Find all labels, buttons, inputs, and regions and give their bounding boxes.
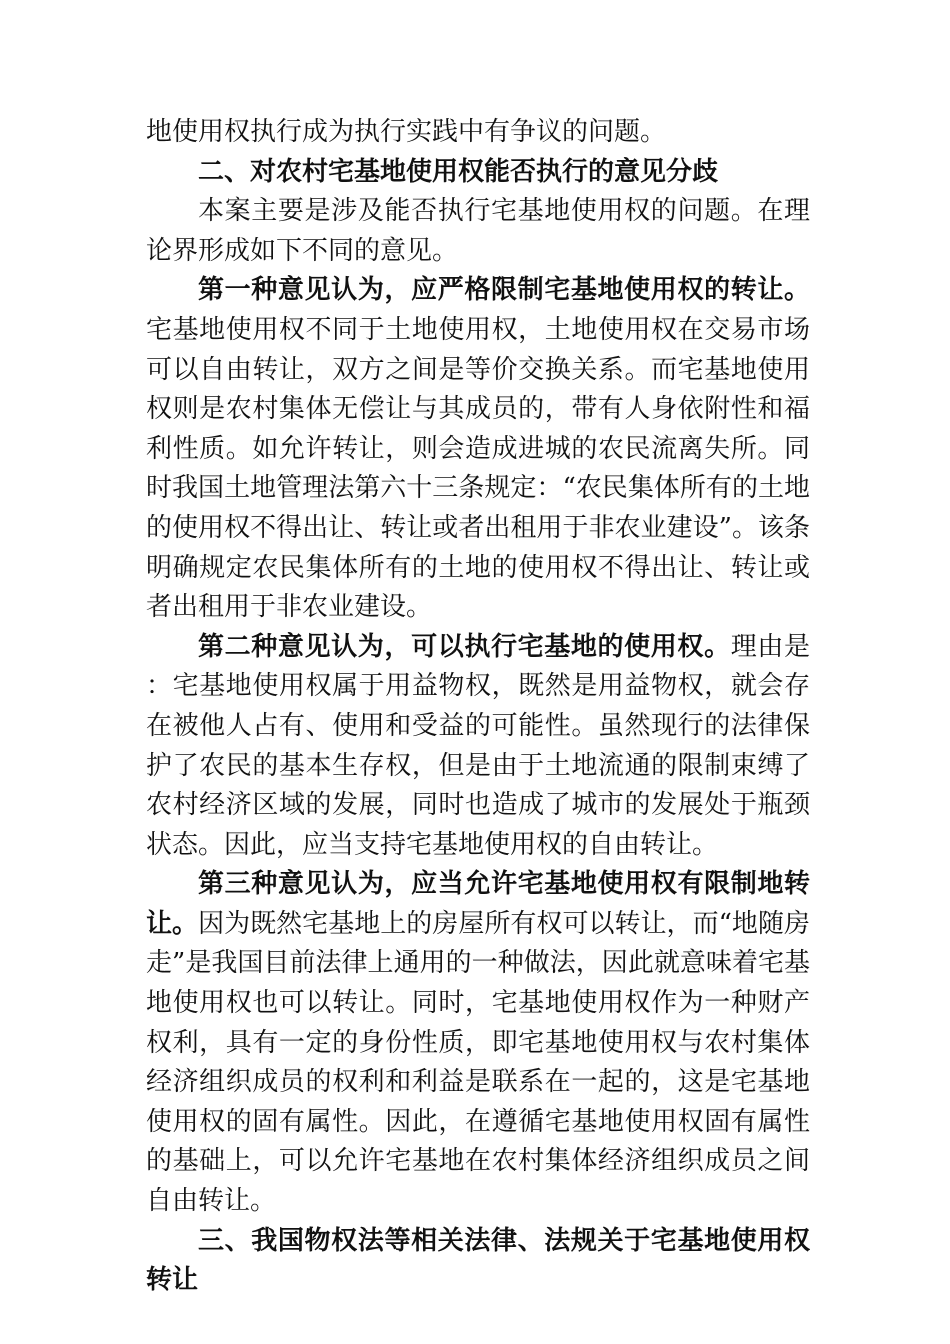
opinion-2-body: 理由是：宅基地使用权属于用益物权，既然是用益物权，就会存在被他人占有、使用和受益的可能性。虽然现行的法律保护了农民的基本生存权，但是由于土地流通的限制束缚了农村经济区域的发展，同时也造成了城市的发展处于瓶颈状态。因此，应当支持宅基地使用权的自由转让。 — [146, 631, 810, 860]
continuation-paragraph: 地使用权执行成为执行实践中有争议的问题。 — [146, 117, 667, 147]
opinion-1-paragraph — [146, 271, 810, 627]
opinion-1-lead: 第一种意见认为，应严格限制宅基地使用权的转让。 — [198, 275, 810, 306]
opinion-2-paragraph — [146, 628, 810, 866]
intro-paragraph: 本案主要是涉及能否执行宅基地使用权的问题。在理论界形成如下不同的意见。 — [146, 196, 810, 266]
opinion-3-lead: 第三种意见认为，应当允许宅基地使用权有限制地转让。 — [146, 869, 810, 939]
opinion-3-paragraph — [146, 865, 810, 1221]
opinion-3-body: 因为既然宅基地上的房屋所有权可以转让，而“地随房走”是我国目前法律上通用的一种做法，因此就意味着宅基地使用权也可以转让。同时，宅基地使用权作为一种财产权利，具有一定的身份性质，即宅基地使用权与农村集体经济组织成员的权利和利益是联系在一起的，这是宅基地使用权的固有属性。因此，在遵循宅基地使用权固有属性的基础上，可以允许宅基地在农村集体经济组织成员之间自由转让。 — [146, 908, 810, 1217]
section-heading-2: 二、对农村宅基地使用权能否执行的意见分歧 — [198, 156, 719, 187]
section-heading-3: 三、我国物权法等相关法律、法规关于宅基地使用权转让 — [146, 1225, 810, 1296]
opinion-1-body: 宅基地使用权不同于土地使用权，土地使用权在交易市场可以自由转让，双方之间是等价交换关系。而宅基地使用权则是农村集体无偿让与其成员的，带有人身依附性和福利性质。如允许转让，则会造成进城的农民流离失所。同时我国土地管理法第六十三条规定：“农民集体所有的土地的使用权不得出让、转让或者出租用于非农业建设”。该条明确规定农民集体所有的土地的使用权不得出让、转让或者出租用于非农业建设。 — [146, 314, 810, 623]
opinion-2-lead: 第二种意见认为，可以执行宅基地的使用权。 — [198, 631, 731, 662]
document-page — [146, 113, 810, 1301]
